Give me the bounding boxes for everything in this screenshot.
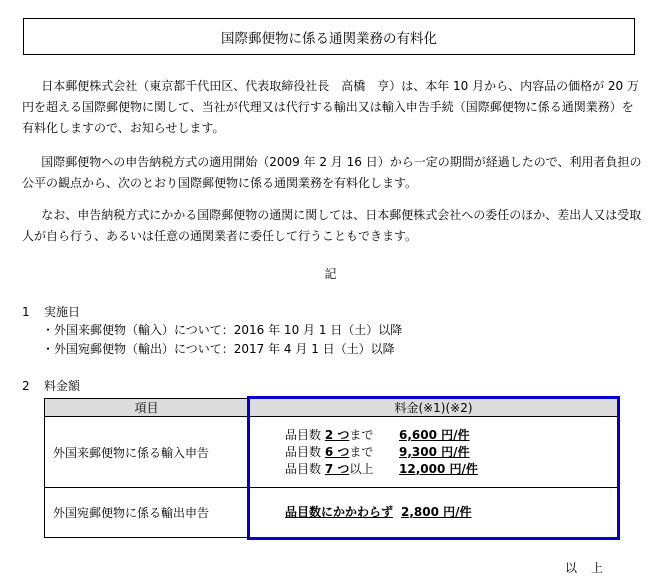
fee-tier-cond-num: 6 つ — [324, 444, 350, 459]
table-header-row — [45, 399, 619, 417]
table-header-item: 項目 — [45, 399, 249, 417]
intro-paragraph-2: 国際郵便物への申告納税方式の適用開始（2009 年 2 月 16 日）から一定の期間が経過したので、利用者負担の公平の観点から、次のとおり国際郵便物に係る通関業務を有料化します。 — [22, 155, 642, 190]
export-fee-cell — [249, 488, 619, 538]
section-2-title: 料金額 — [44, 379, 81, 393]
intro-paragraph-3: なお、申告納税方式にかかる国際郵便物の通関に関しては、日本郵便株式会社への委任のほか、差出人又は受取人が自ら行う、あるいは任意の通関業者に委任して行うこともできます。 — [22, 208, 642, 243]
intro-paragraph-1: 日本郵便株式会社（東京都千代田区、代表取締役社長 高橋 亨）は、本年 10 月から、内容品の価格が 20 万円を超える国際郵便物に関して、当社が代理又は代行する輸出又は輸入申告手続（国際郵便物に係る通関業務）を有料化しますので、お知らせします。 — [22, 79, 639, 135]
section-2-number: 2 — [22, 379, 30, 393]
section-1-heading — [22, 303, 80, 320]
fee-tier-amount: 6,600 円/件 — [399, 427, 470, 442]
fee-tier-row — [285, 427, 618, 444]
export-fee-condition: 品目数にかかわらず — [285, 505, 394, 519]
section-1-title: 実施日 — [44, 305, 81, 319]
fee-tier-cond-post: 以上 — [349, 461, 374, 476]
fee-table — [44, 398, 619, 538]
fee-tier-row — [285, 461, 618, 478]
closing-mark: 以上 — [564, 561, 617, 575]
fee-tier-row — [285, 444, 618, 461]
fee-flat-row — [285, 504, 618, 521]
export-fee-amount: 2,800 円/件 — [401, 505, 472, 519]
fee-tier-amount: 12,000 円/件 — [399, 461, 478, 476]
table-header-fee: 料金(※1)(※2) — [249, 399, 619, 417]
fee-tier-cond-pre: 品目数 — [285, 461, 325, 476]
document-title: 国際郵便物に係る通関業務の有料化 — [221, 30, 437, 47]
document-title-box — [23, 18, 635, 55]
section-2-heading — [22, 377, 80, 394]
implementation-date-import: ・外国来郵便物（輸入）について：2016 年 10 月 1 日（土）以降 — [42, 323, 403, 337]
fee-tier-cond-num: 2 つ — [324, 427, 350, 442]
fee-tier-cond-post: まで — [349, 444, 374, 459]
import-fee-cell — [249, 417, 619, 488]
table-row — [45, 417, 619, 488]
export-declaration-item: 外国宛郵便物に係る輸出申告 — [45, 488, 249, 538]
implementation-date-export: ・外国宛郵便物（輸出）について：2017 年 4 月 1 日（土）以降 — [42, 342, 395, 356]
import-declaration-item: 外国来郵便物に係る輸入申告 — [45, 417, 249, 488]
fee-tier-amount: 9,300 円/件 — [399, 444, 470, 459]
section-1-number: 1 — [22, 305, 30, 319]
fee-tier-cond-pre: 品目数 — [285, 427, 325, 442]
fee-tier-cond-num: 7 つ — [324, 461, 350, 476]
fee-tier-cond-post: まで — [349, 427, 374, 442]
table-row — [45, 488, 619, 538]
ki-heading: 記 — [324, 267, 337, 281]
fee-tier-cond-pre: 品目数 — [285, 444, 325, 459]
